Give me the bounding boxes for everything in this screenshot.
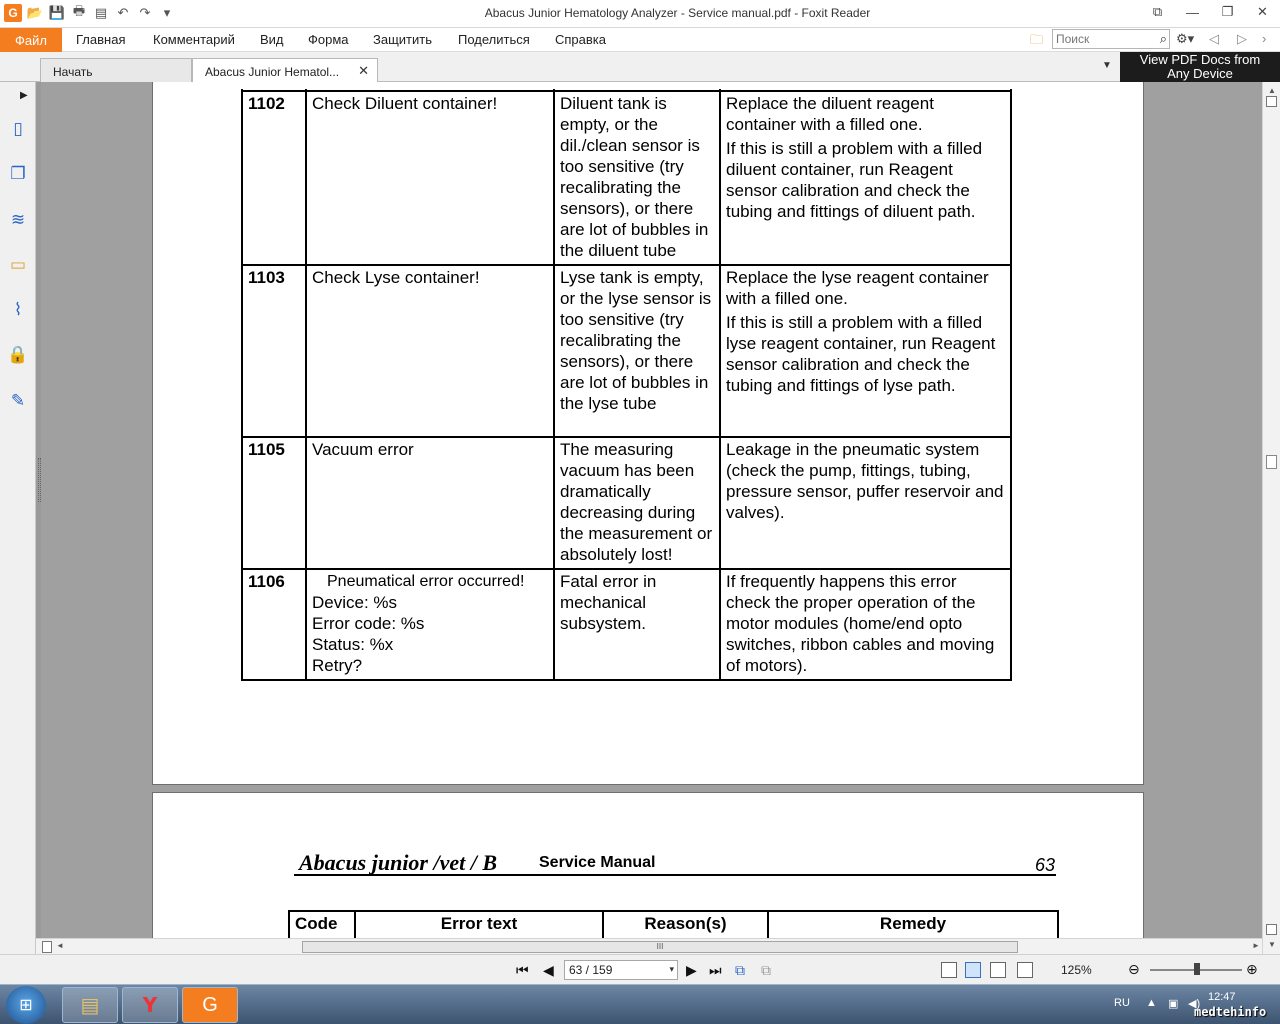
error-text-cell: [306, 91, 554, 265]
code-cell: 1102: [242, 91, 306, 265]
tab-close-icon[interactable]: ✕: [358, 63, 369, 78]
volume-icon[interactable]: ◀): [1188, 998, 1201, 1010]
back-icon[interactable]: ◁: [1209, 31, 1219, 46]
next-view-icon[interactable]: ⧉: [761, 962, 771, 978]
pdf-page-62: [152, 82, 1144, 785]
page-header-title: Abacus junior /vet / B: [299, 850, 498, 875]
error-text-cell: [306, 437, 554, 569]
redo-icon[interactable]: ↷: [139, 5, 151, 20]
continuous-view-icon[interactable]: [965, 962, 981, 978]
save-icon[interactable]: 💾: [48, 5, 66, 20]
table-row: [242, 437, 1011, 569]
remedy-cell: [720, 265, 1011, 437]
zoom-in-icon[interactable]: ⊕: [1246, 961, 1258, 977]
search-input[interactable]: [1053, 30, 1149, 48]
title-bar: [0, 0, 1280, 28]
tab-home-label: Начать: [53, 65, 93, 79]
settings-icon[interactable]: ⚙▾: [1176, 31, 1195, 46]
error-text-line: Status: %x: [312, 635, 394, 654]
signature-icon[interactable]: ✎: [10, 391, 26, 410]
minimize-button[interactable]: —: [1186, 4, 1199, 20]
error-table-header: [288, 910, 1059, 938]
remedy-paragraph: Replace the lyse reagent container with a filled one.: [726, 268, 989, 308]
remedy-cell: [720, 437, 1011, 569]
search-box: [1052, 29, 1170, 49]
error-text-line: Retry?: [312, 656, 363, 675]
properties-icon[interactable]: ▤: [94, 5, 108, 20]
tab-home[interactable]: [40, 58, 192, 82]
foxit-logo-icon[interactable]: G: [4, 4, 22, 22]
status-bar: [0, 954, 1280, 984]
taskbar-foxit-reader-button[interactable]: [182, 987, 238, 1023]
menu-view[interactable]: Вид: [260, 32, 284, 47]
continuous-facing-view-icon[interactable]: [1017, 962, 1033, 978]
navigation-panel: [0, 82, 36, 954]
error-text-cell: [306, 569, 554, 680]
search-icon[interactable]: ⌕: [1159, 31, 1167, 46]
remedy-paragraph: If frequently happens this error check the proper operation of the motor modules (home/end opto switches, ribbon cables and moving of motors).: [726, 572, 995, 675]
menu-home[interactable]: Главная: [76, 32, 126, 47]
undo-icon[interactable]: ↶: [117, 5, 129, 20]
expand-panel-icon[interactable]: ▶: [20, 90, 28, 101]
foxit-reader-icon: G: [202, 993, 218, 1016]
promo-line-2: Any Device: [1167, 66, 1233, 81]
menu-comment[interactable]: Комментарий: [153, 32, 235, 47]
error-table-continued: [241, 89, 1012, 681]
start-button[interactable]: [6, 986, 46, 1024]
reason-cell: Fatal error in mechanical subsystem.: [554, 569, 720, 680]
code-cell: 1103: [242, 265, 306, 437]
split-view-handle-bottom[interactable]: [1266, 924, 1277, 935]
next-page-button[interactable]: ▶: [686, 962, 697, 978]
remedy-paragraph: If this is still a problem with a filled diluent container, run Reagent sensor calibration and check the tubing and fittings of diluent path.: [726, 139, 983, 221]
window-title: Abacus Junior Hematology Analyzer - Service manual.pdf - Foxit Reader: [484, 6, 871, 20]
tab-list-dropdown-icon[interactable]: ▼: [1102, 60, 1112, 71]
page-number: 63: [1035, 855, 1056, 875]
reason-cell: The measuring vacuum has been dramatically decreasing during the measurement or absolutely lost!: [554, 437, 720, 569]
first-page-button[interactable]: ⏮: [516, 962, 529, 978]
column-header-reasons: Reason(s): [603, 911, 768, 938]
zoom-level[interactable]: 125%: [1061, 963, 1092, 977]
menu-form[interactable]: Форма: [308, 32, 349, 47]
promo-banner[interactable]: [1120, 52, 1280, 82]
layers-icon[interactable]: ≋: [10, 210, 26, 229]
table-row: [242, 91, 1011, 265]
scroll-down-icon[interactable]: ▼: [1268, 940, 1276, 949]
remedy-cell: [720, 91, 1011, 265]
zoom-slider-handle[interactable]: [1194, 963, 1200, 975]
taskbar-yandex-browser-button[interactable]: [122, 987, 178, 1023]
error-text-line: Device: %s: [312, 593, 398, 612]
horizontal-scrollbar[interactable]: [36, 938, 1262, 954]
table-row: [242, 265, 1011, 437]
language-indicator[interactable]: RU: [1114, 997, 1130, 1009]
column-header-remedy: Remedy: [768, 911, 1058, 938]
error-text-line: Pneumatical error occurred!: [327, 573, 525, 590]
remedy-cell: [720, 569, 1011, 680]
maximize-button[interactable]: ❐: [1221, 4, 1234, 19]
chevron-down-icon[interactable]: ▾: [669, 964, 674, 974]
security-icon[interactable]: 🔒: [7, 345, 29, 364]
promo-line-1: View PDF Docs from: [1139, 52, 1261, 67]
previous-view-icon[interactable]: ⧉: [735, 962, 745, 978]
tab-bar: [0, 52, 1280, 82]
tab-document-label: Abacus Junior Hematol...: [205, 65, 340, 79]
forward-icon[interactable]: ▷: [1237, 31, 1247, 46]
window-controls: [1140, 0, 1280, 24]
last-page-button[interactable]: ⏭: [709, 962, 722, 978]
reason-cell: Diluent tank is empty, or the dil./clean sensor is too sensitive (try recalibrating the sensors), or there are lot of bubbles in the diluent tube: [554, 91, 720, 265]
error-text-line: Check Lyse container!: [312, 268, 480, 287]
error-text-line: Vacuum error: [312, 440, 414, 459]
column-header-error-text: Error text: [355, 911, 603, 938]
table-row: [242, 569, 1011, 680]
split-view-handle[interactable]: [1266, 96, 1277, 107]
folder-icon[interactable]: 🗀: [1030, 32, 1044, 47]
windows-taskbar: [0, 984, 1280, 1024]
menu-share[interactable]: Поделиться: [458, 32, 530, 47]
previous-page-button[interactable]: ◀: [543, 962, 554, 978]
zoom-out-icon[interactable]: ⊖: [1128, 961, 1140, 977]
remedy-paragraph: If this is still a problem with a filled lyse reagent container, run Reagent sensor calibration and check the tubing and fittings of lyse path.: [726, 313, 996, 395]
error-text-line: Check Diluent container!: [312, 94, 498, 113]
scroll-grip: III: [656, 942, 664, 951]
single-page-view-icon[interactable]: [941, 962, 957, 978]
system-clock[interactable]: 12:47: [1208, 991, 1236, 1003]
code-cell: 1106: [242, 569, 306, 680]
table-header-row: [289, 911, 1058, 938]
scroll-right-icon[interactable]: ►: [1252, 941, 1260, 950]
attachments-icon[interactable]: ⌇: [13, 300, 23, 319]
print-icon[interactable]: 🖶: [72, 3, 86, 18]
menu-file[interactable]: Файл: [0, 28, 62, 52]
vertical-scroll-thumb[interactable]: [1266, 455, 1277, 469]
horizontal-scroll-thumb[interactable]: [302, 941, 1018, 953]
menu-protect[interactable]: Защитить: [373, 32, 432, 47]
windows-logo-icon: ⊞: [19, 997, 33, 1014]
pdf-page-63: [152, 792, 1144, 938]
folder-icon: ▤: [80, 994, 100, 1017]
close-button[interactable]: ✕: [1257, 4, 1268, 19]
page-header-subtitle: Service Manual: [539, 854, 656, 871]
code-cell: 1105: [242, 437, 306, 569]
menu-bar: [0, 28, 1280, 52]
scroll-up-icon[interactable]: ▲: [1268, 86, 1276, 95]
network-icon[interactable]: ▣: [1168, 998, 1179, 1010]
more-icon[interactable]: ›: [1262, 31, 1267, 46]
pages-icon[interactable]: ❐: [10, 164, 26, 183]
remedy-paragraph: Replace the diluent reagent container with a filled one.: [726, 94, 934, 134]
page-thumbnails-icon[interactable]: ▯: [13, 119, 23, 138]
watermark: medtehinfo: [1194, 1005, 1267, 1019]
error-text-line: Error code: %s: [312, 614, 425, 633]
show-hidden-icons-icon[interactable]: ▲: [1146, 997, 1157, 1009]
taskbar-explorer-button[interactable]: [62, 987, 118, 1023]
column-header-code: Code: [289, 911, 355, 938]
open-icon[interactable]: 📂: [26, 5, 44, 20]
menu-help[interactable]: Справка: [555, 32, 606, 47]
tab-document[interactable]: [192, 58, 378, 82]
facing-view-icon[interactable]: [990, 962, 1006, 978]
header-rule: [294, 874, 1056, 876]
ribbon-toggle-icon[interactable]: ⧉: [1152, 4, 1163, 19]
yandex-browser-icon: Y: [142, 993, 158, 1017]
scroll-left-icon[interactable]: ◄: [56, 941, 64, 950]
reason-cell: Lyse tank is empty, or the lyse sensor is too sensitive (try recalibrating the sensors), or there are lot of bubbles in the lyse tube: [554, 265, 720, 437]
remedy-paragraph: Leakage in the pneumatic system (check the pump, fittings, tubing, pressure sensor, puffer reservoir and valves).: [726, 440, 1004, 522]
page-number-select[interactable]: [564, 960, 678, 980]
document-viewport[interactable]: [41, 82, 1262, 938]
vertical-scrollbar[interactable]: [1262, 82, 1280, 954]
customize-icon[interactable]: ▾: [163, 5, 171, 20]
page-number-value: 63 / 159: [569, 963, 613, 977]
split-view-handle-horizontal[interactable]: [42, 941, 52, 953]
error-text-cell: [306, 265, 554, 437]
comments-icon[interactable]: ▭: [9, 255, 27, 274]
